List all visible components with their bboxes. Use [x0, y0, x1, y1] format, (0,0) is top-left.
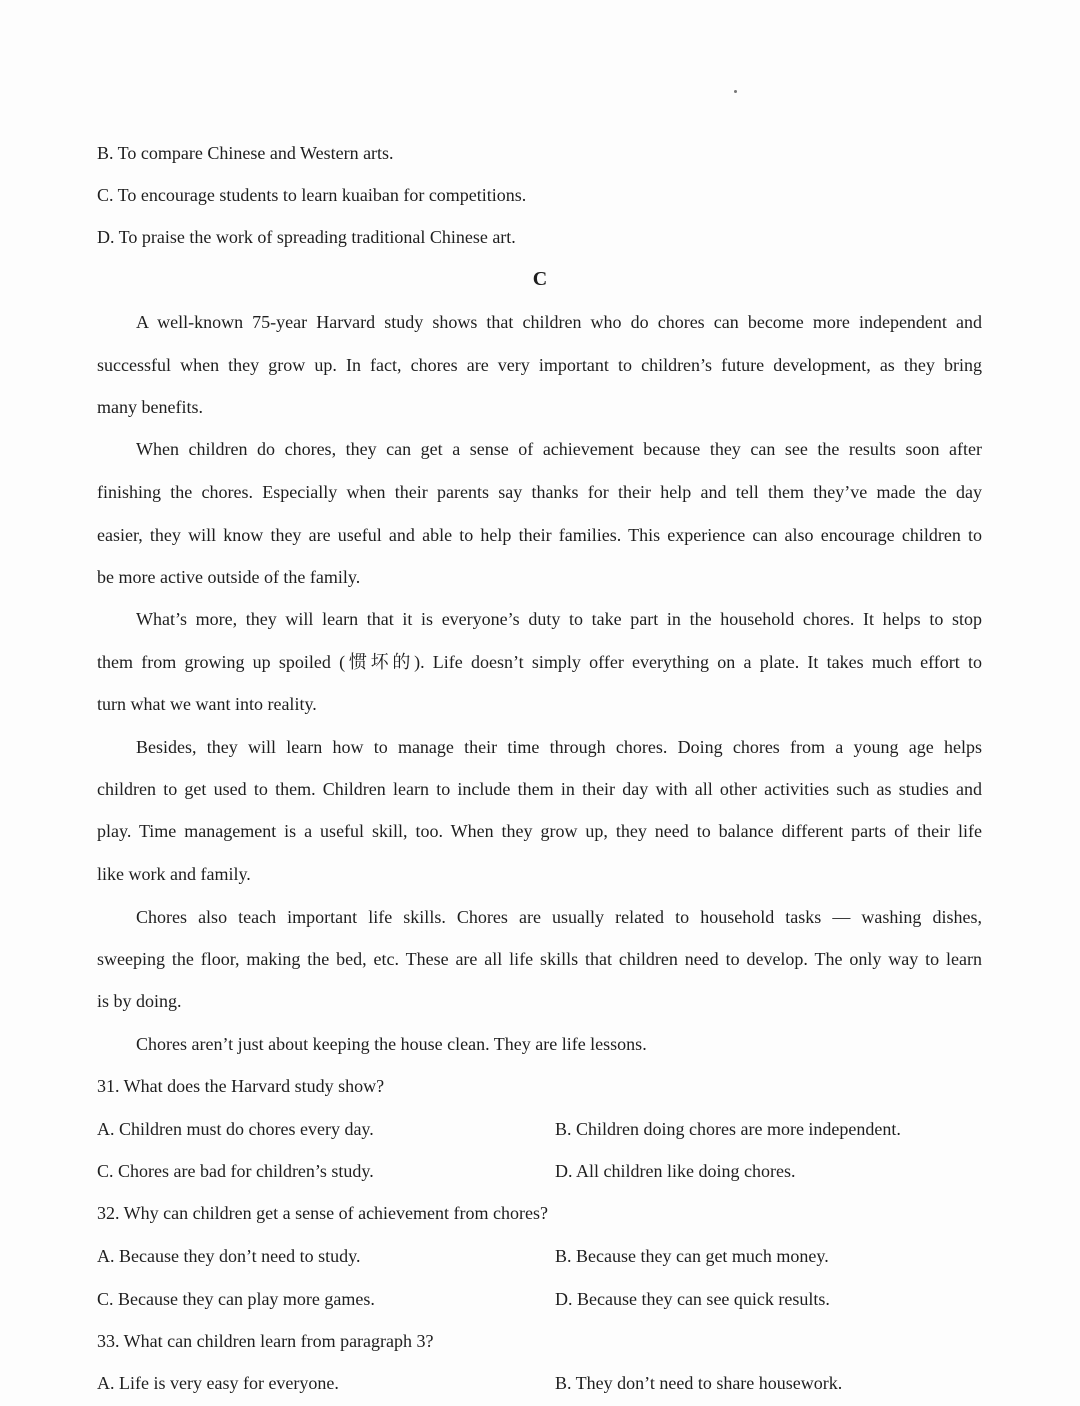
passage-p2-line4: be more active outside of the family.	[97, 567, 361, 587]
passage-p6-line1: Chores aren’t just about keeping the house clean. They are life lessons.	[136, 1034, 647, 1054]
question-33-option-b: B. They don’t need to share housework.	[555, 1373, 843, 1393]
passage-p4-line2: children to get used to them. Children learn to include them in their day with all other activities such as studies and	[97, 779, 982, 799]
passage-p1-line1: A well-known 75-year Harvard study shows that children who do chores can become more independent and	[136, 312, 982, 332]
question-32-option-b: B. Because they can get much money.	[555, 1246, 829, 1266]
passage-p5-line2: sweeping the floor, making the bed, etc. These are all life skills that children need to develop. The only way to learn	[97, 949, 982, 969]
question-33-option-a: A. Life is very easy for everyone.	[97, 1373, 339, 1393]
passage-p1-line2: successful when they grow up. In fact, chores are very important to children’s future development, as they bring	[97, 355, 982, 375]
question-32-option-c: C. Because they can play more games.	[97, 1289, 375, 1309]
scan-speck	[734, 90, 737, 93]
passage-p4-line4: like work and family.	[97, 864, 251, 884]
passage-p5-line3: is by doing.	[97, 991, 182, 1011]
prev-option-b: B. To compare Chinese and Western arts.	[97, 143, 394, 163]
passage-p2-line1: When children do chores, they can get a sense of achievement because they can see the results soon after	[136, 439, 982, 459]
question-32-option-a: A. Because they don’t need to study.	[97, 1246, 361, 1266]
passage-p3-line2: them from growing up spoiled (惯坏的). Life doesn’t simply offer everything on a plate. It takes much effort to	[97, 652, 982, 672]
question-33-stem: 33. What can children learn from paragraph 3?	[97, 1331, 434, 1351]
passage-p4-line3: play. Time management is a useful skill, too. When they grow up, they need to balance different parts of their life	[97, 821, 982, 841]
passage-p2-line3: easier, they will know they are useful and able to help their families. This experience can also encourage children to	[97, 525, 982, 545]
passage-p1-line3: many benefits.	[97, 397, 203, 417]
question-32-option-d: D. Because they can see quick results.	[555, 1289, 830, 1309]
passage-p2-line2: finishing the chores. Especially when their parents say thanks for their help and tell them they’ve made the day	[97, 482, 982, 502]
prev-option-d: D. To praise the work of spreading traditional Chinese art.	[97, 227, 516, 247]
prev-option-c: C. To encourage students to learn kuaiban for competitions.	[97, 185, 527, 205]
question-31-option-c: C. Chores are bad for children’s study.	[97, 1161, 374, 1181]
question-31-stem: 31. What does the Harvard study show?	[97, 1076, 385, 1096]
question-31-option-d: D. All children like doing chores.	[555, 1161, 796, 1181]
passage-p3-line3: turn what we want into reality.	[97, 694, 317, 714]
question-31-option-b: B. Children doing chores are more independent.	[555, 1119, 901, 1139]
passage-p5-line1: Chores also teach important life skills. Chores are usually related to household tasks — washing dishes,	[136, 907, 982, 927]
question-32-stem: 32. Why can children get a sense of achievement from chores?	[97, 1203, 548, 1223]
question-31-option-a: A. Children must do chores every day.	[97, 1119, 374, 1139]
passage-p4-line1: Besides, they will learn how to manage their time through chores. Doing chores from a young age helps	[136, 737, 982, 757]
passage-p3-line1: What’s more, they will learn that it is everyone’s duty to take part in the household chores. It helps to stop	[136, 609, 982, 629]
section-title: C	[532, 268, 548, 290]
